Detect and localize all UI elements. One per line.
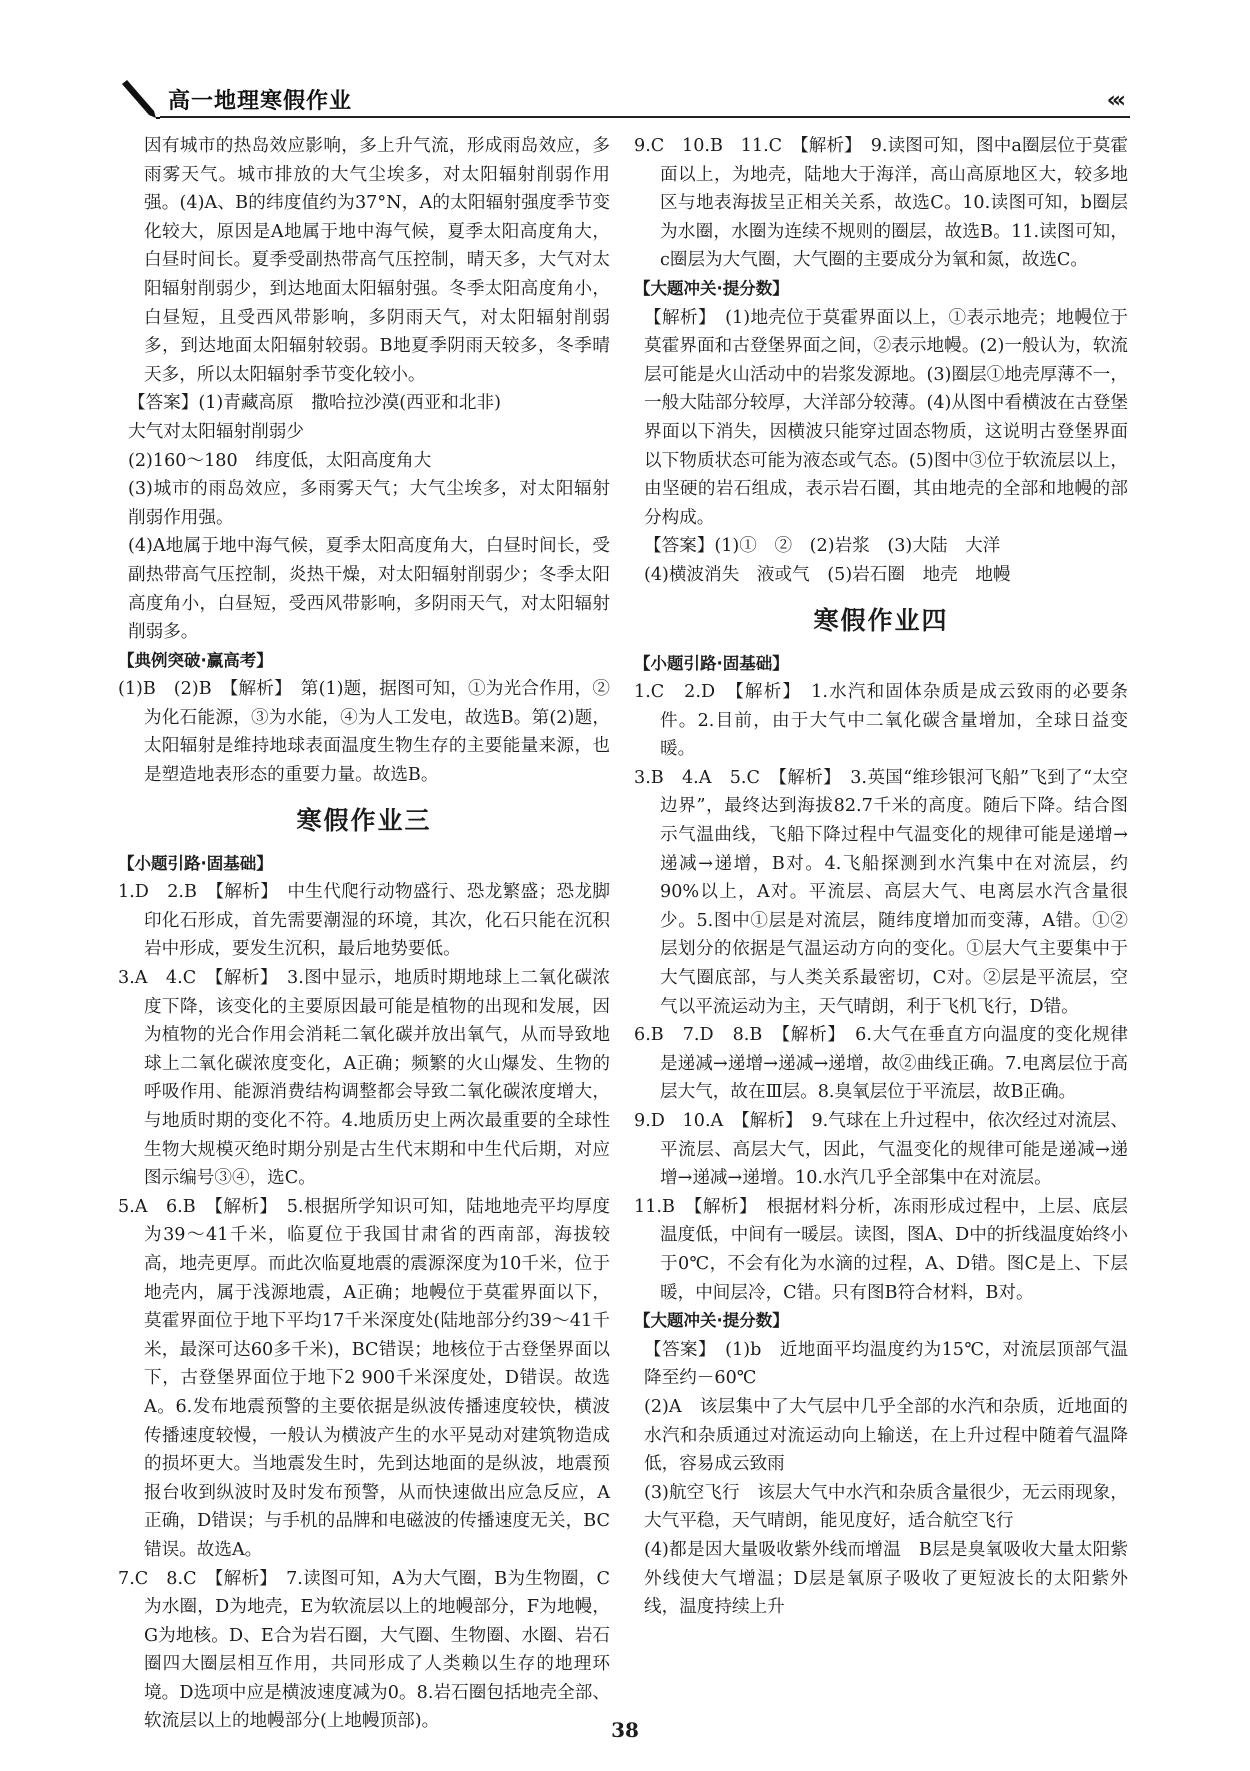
section-heading: 【典例突破·赢高考】 [118, 650, 273, 670]
answer-paragraph: 【解析】 (1)地壳位于莫霍界面以上，①表示地壳；地幔位于莫霍界面和古登堡界面之间，②表示地幔。(2)一般认为，软流层可能是火山活动中的岩浆发源地。(3)圈层①地壳厚薄不一，一般大陆部分较厚，大洋部分较薄。(4)从图中看横波在古登堡界面以下消失，因横波只能穿过固态物质，这说明古登堡界面以下物质状态可能为液态或气态。(5)图中③位于软流层以上，由坚硬的岩石组成，表示岩石圈，其由地壳的全部和地幔的部分构成。 [644, 307, 1128, 528]
answer-paragraph: (4)都是因大量吸收紫外线而增温 B层是臭氧吸收大量太阳紫外线使大气增温；D层是氧原子吸收了更短波长的太阳紫外线，温度持续上升 [644, 1539, 1128, 1618]
section-heading: 【大题冲关·提分数】 [634, 278, 789, 298]
answer-paragraph: 6.B 7.D 8.B 【解析】 6.大气在垂直方向温度的变化规律是递减→递增→递减→递增，故②曲线正确。7.电离层位于高层大气，故在Ⅲ层。8.臭氧层位于平流层，故B正确。 [634, 1025, 1128, 1103]
answer-paragraph: 【答案】(1)① ② (2)岩浆 (3)大陆 大洋 [644, 536, 1001, 557]
answer-paragraph: 3.A 4.C 【解析】 3.图中显示，地质时期地球上二氧化碳浓度下降，该变化的主要原因最可能是植物的出现和发展，因为植物的光合作用会消耗二氧化碳并放出氧气，从而导致地球上二氧化碳浓度变化，A正确；频繁的火山爆发、生物的呼吸作用、能源消费结构调整都会导致二氧化碳浓度增大，与地质时期的变化不符。4.地质历史上两次最重要的全球性生物大规模灭绝时期分别是古生代末期和中生代后期，对应图示编号③④，选C。 [118, 968, 610, 1189]
pen-icon [120, 78, 160, 120]
answer-paragraph: 因有城市的热岛效应影响，多上升气流，形成雨岛效应，多雨雾天气。城市排放的大气尘埃多，对太阳辐射削弱作用强。(4)A、B的纬度值约为37°N，A的太阳辐射强度季节变化较大，原因是A地属于地中海气候，夏季太阳高度角大，白昼时间长。夏季受副热带高气压控制，晴天多，大气对太阳辐射削弱少，到达地面太阳辐射强。冬季太阳高度角小，白昼短，且受西风带影响，多阴雨天气，对太阳辐射削弱多，到达地面太阳辐射较弱。B地夏季阴雨天较多，冬季晴天多，所以太阳辐射季节变化较小。 [144, 136, 610, 385]
answer-paragraph: 【答案】(1)青藏高原 撒哈拉沙漠(西亚和北非) [128, 393, 501, 414]
answer-paragraph: 3.B 4.A 5.C 【解析】 3.英国“维珍银河飞船”飞到了“太空边界”，最终达到海拔82.7千米的高度。随后下降。结合图示气温曲线，飞船下降过程中气温变化的规律可能是递增→递减→递增，B对。4.飞船探测到水汽集中在对流层，约90%以上，A对。平流层、高层大气、电离层水汽含量很少。5.图中①层是对流层，随纬度增加而变薄，A错。①②层划分的依据是气温运动方向的变化。①层大气主要集中于大气圈底部，与人类关系最密切，C对。②层是平流层，空气以平流运动为主，天气晴朗，利于飞机飞行，D错。 [634, 767, 1128, 1017]
section-heading: 【小题引路·固基础】 [634, 653, 789, 673]
answer-paragraph: 11.B 【解析】 根据材料分析，冻雨形成过程中，上层、底层温度低，中间有一暖层。读图，图A、D中的折线温度始终小于0℃，不会有化为水滴的过程，A、D错。图C是上、下层暖，中间层冷，C错。只有图B符合材料，B对。 [634, 1196, 1128, 1303]
answer-paragraph: 5.A 6.B 【解析】 5.根据所学知识可知，陆地地壳平均厚度为39～41千米，临夏位于我国甘肃省的西南部，海拔较高，地壳更厚。而此次临夏地震的震源深度为10千米，位于地壳内，属于浅源地震，A正确；地幔位于莫霍界面以下，莫霍界面位于地下平均17千米深度处(陆地部分约39～41千米，最深可达60多千米)，BC错误；地核位于古登堡界面以下，古登堡界面位于地下2 900千米深度处，D错误。故选A。6.发布地震预警的主要依据是纵波传播速度较快，横波传播速度较慢，一般认为横波产生的水平晃动对建筑物造成的损坏更大。当地震发生时，先到达地面的是纵波，地震预报台收到纵波时及时发布预警，从而快速做出应急反应，A正确，D错误；与手机的品牌和电磁波的传播速度无关，BC错误。故选A。 [118, 1196, 610, 1560]
answer-paragraph: 9.C 10.B 11.C 【解析】 9.读图可知，图中a圈层位于莫霍面以上，为地壳，陆地大于海洋，高山高原地区大，较多地区与地表海拔呈正相关关系，故选C。10.读图可知，b圈层为水圈，水圈为连续不规则的圈层，故选B。11.读图可知，c圈层为大气圈，大气圈的主要成分为氧和氮，故选C。 [634, 136, 1128, 271]
answer-paragraph: (4)横波消失 液或气 (5)岩石圈 地壳 地幔 [644, 564, 1011, 585]
answer-paragraph: (2)A 该层集中了大气层中几乎全部的水汽和杂质，近地面的水汽和杂质通过对流运动向上输送，在上升过程中随着气温降低，容易成云致雨 [644, 1396, 1128, 1475]
answer-paragraph: (3)航空飞行 该层大气中水汽和杂质含量很少，无云雨现象，大气平稳，天气晴朗，能见度好，适合航空飞行 [644, 1482, 1128, 1532]
chapter-title: 寒假作业四 [813, 605, 949, 635]
left-column [118, 132, 610, 1736]
answer-paragraph: 1.D 2.B 【解析】 中生代爬行动物盛行、恐龙繁盛；恐龙脚印化石形成，首先需要潮湿的环境，其次，化石只能在沉积岩中形成，要发生沉积，最后地势要低。 [118, 882, 610, 960]
section-heading: 【大题冲关·提分数】 [634, 1311, 789, 1331]
chevrons-icon: ‹‹‹ [1106, 88, 1122, 113]
page-header [120, 78, 1130, 120]
answer-paragraph: (1)B (2)B 【解析】 第(1)题，据图可知，①为光合作用，②为化石能源，③为水能，④为人工发电，故选B。第(2)题，太阳辐射是维持地球表面温度生物生存的主要能量来源，也是塑造地表形态的重要力量。故选B。 [118, 679, 610, 786]
answer-paragraph: (3)城市的雨岛效应，多雨雾天气；大气尘埃多，对太阳辐射削弱作用强。 [128, 479, 610, 528]
section-heading: 【小题引路·固基础】 [118, 853, 273, 873]
page-number: 38 [611, 1718, 639, 1742]
header-rule [160, 116, 1130, 118]
answer-paragraph: 9.D 10.A 【解析】 9.气球在上升过程中，依次经过对流层、平流层、高层大气，因此，气温变化的规律可能是递减→递增→递减→递增。10.水汽几乎全部集中在对流层。 [634, 1111, 1128, 1189]
answer-paragraph: 大气对太阳辐射削弱少 [128, 421, 304, 442]
answer-paragraph: 【答案】 (1)b 近地面平均温度约为15℃，对流层顶部气温降至约－60℃ [644, 1339, 1128, 1389]
answer-paragraph: (4)A地属于地中海气候，夏季太阳高度角大，白昼时间长，受副热带高气压控制，炎热干燥，对太阳辐射削弱少；冬季太阳高度角小，白昼短，受西风带影响，多阴雨天气，对太阳辐射削弱多。 [128, 536, 610, 643]
chapter-title: 寒假作业三 [296, 805, 432, 835]
answer-paragraph: 1.C 2.D 【解析】 1.水汽和固体杂质是成云致雨的必要条件。2.目前，由于大气中二氧化碳含量增加，全球日益变暖。 [634, 682, 1128, 760]
answer-paragraph: 7.C 8.C 【解析】 7.读图可知，A为大气圈，B为生物圈，C为水圈，D为地壳，E为软流层以上的地幔部分，F为地幔，G为地核。D、E合为岩石圈，大气圈、生物圈、水圈、岩石圈四大圈层相互作用，共同形成了人类赖以生存的地理环境。D选项中应是横波速度减为0。8.岩石圈包括地壳全部、软流层以上的地幔部分(上地幔顶部)。 [118, 1568, 610, 1732]
answer-paragraph: (2)160～180 纬度低，太阳高度角大 [128, 450, 432, 471]
right-column [634, 132, 1128, 1622]
header-title: 高一地理寒假作业 [168, 89, 353, 114]
